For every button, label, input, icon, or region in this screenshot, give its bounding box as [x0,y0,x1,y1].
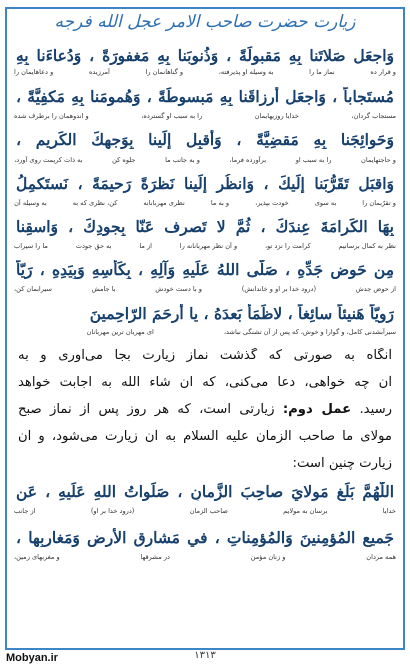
translation-word: و گناهانمان را [145,68,184,76]
translation-word: مستجاب گردان، [351,112,396,120]
arabic-line-2: مُستَجاباً ، وَاجعَل أرزاقَنا بِهِ مَبسوطَةً ، وَهُمومَنا بِهِ مَكفِيَّةً ، [16,87,394,106]
translation-line-2 [14,112,396,123]
translation-word: ای مهربان ترین مهربانان [86,328,154,336]
translation-word: خدایا [382,507,396,515]
translation-word: نظری مهربانانه [143,199,185,207]
translation-line-4 [14,199,396,210]
arabic-line-8: اللّٰهُمَّ بَلِّغ مَولايَ صاحِبَ الزَّمانِ ، صَلَواتُ اللهِ عَلَيهِ ، عَن [16,482,394,501]
translation-line-3 [14,156,396,167]
arabic-line-1: وَاجعَل صَلاتَنا بِهِ مَقبولَةً ، وَذُنوبَنا بِهِ مَغفورَةً ، وَدُعاءَنا بِهِ [16,46,394,65]
arabic-line-6: مِن حَوضِ جَدِّهِ ، صَلَّى اللهُ عَلَيهِ وَآلِهِ ، بِكَأسِهِ وَبِيَدِهِ ، رَيّاً [16,260,394,279]
translation-line-7 [14,328,396,339]
translation-line-9 [14,553,396,564]
translation-word: را به سبب او [295,156,332,164]
translation-word: برسان به مولایم [283,507,328,515]
translation-word: با جامش [91,285,116,293]
translation-word: از ما [139,242,152,250]
translation-word: برآورده فرما، [229,156,267,164]
translation-word: و با دست خودش [155,285,202,293]
paragraph-line-4: مولای ما صاحب الزمان عليه السلام به آن زیارت می‌شود، و آن [18,429,392,444]
translation-word: جلوه کن [112,156,136,164]
page-header: زیارت حضرت صاحب الامر عجل الله فرجه [54,12,356,32]
paragraph-bold-label: عمل دوم: [282,402,352,417]
paragraph-line-2: آن چه خواهی، دعا می‌کنی، که ان شاء الله به اجابت خواهد [18,375,392,390]
translation-word: را به سبب او گسترده، [141,112,203,120]
translation-word: و به ما [210,199,230,207]
translation-word: (درود خدا بر او) [90,507,135,515]
translation-word: به وسیله او پذیرفته، [218,68,274,76]
translation-word: و مغربهای زمین، [14,553,60,561]
translation-word: و اندوهمان را برطرف شده [14,112,89,120]
translation-word: به سوی [314,199,337,207]
translation-word: خودت بپذیر، [255,199,289,207]
translation-word: و آن نظر مهربانانه را [179,242,238,250]
translation-word: از جانب [14,507,36,515]
translation-word: و دعاهایمان را [14,68,54,76]
translation-word: کن، نظری که به [72,199,118,207]
translation-word: نماز ما را [309,68,335,76]
translation-word: به وسیله آن [14,199,47,207]
translation-line-1 [14,68,396,79]
translation-word: در مشرقها [140,553,170,561]
translation-line-5 [14,242,396,253]
translation-line-8 [14,507,396,518]
translation-word: از حوض جدش [355,285,396,293]
translation-word: و قرار ده [370,68,396,76]
translation-word: آمرزیده [88,68,110,76]
translation-word: سیرابمان کن، [14,285,52,293]
translation-word: و زنان مؤمن [250,553,286,561]
paragraph-line-5: زیارت چنین است: [292,456,392,471]
translation-word: و تقرّبمان را [362,199,396,207]
translation-word: به ذات کریمت روی آورد، [14,156,83,164]
arabic-line-5: بِهَا الكَرامَةَ عِندَكَ ، ثُمَّ لا تَصرِف عَنّا بِجودِكَ ، وَاسقِنا [16,217,394,236]
translation-word: به حق جودت [75,242,112,250]
translation-word: و به جانب ما [165,156,200,164]
translation-word: کرامت را نزد تو، [264,242,311,250]
translation-word: صاحب الزمان [189,507,228,515]
translation-word: و حاجتهایمان [361,156,396,164]
translation-word: خدایا روزیهایمان [254,112,299,120]
paragraph-line-1: آنگاه به صورتی که گذشت نماز زیارت بجا می‌آوری و به [18,348,392,363]
translation-word: نظر به کمال برسانیم [338,242,396,250]
translation-line-6 [14,285,396,296]
arabic-line-7: رَوِيّاً هَنيئاً سائِغاً ، لاظَمَأَ بَعدَهُ ، يا أرحَمَ الرّاحِمينَ [89,304,394,323]
page-number: ١٣١٣ [194,650,216,661]
translation-word: همه مردان [366,553,396,561]
translation-word: سیرآبشدنی کامل، و گوارا و خوش، که پس از آن تشنگی نباشد، [223,328,396,336]
watermark: Mobyan.ir [6,652,58,664]
translation-word: ما را سیراب [14,242,48,250]
translation-word: (درود خدا بر او و خاندانش) [241,285,317,293]
arabic-line-9: جَميعِ المُؤمِنينَ وَالمُؤمِناتِ ، في مَشارِقِ الأرضِ وَمَغارِبِها ، [16,528,394,547]
paragraph-line-3: رسید. عمل دوم: زیارتی است، که هر روز پس از نماز صبح [18,402,392,417]
arabic-line-3: وَحَوائِجَنا بِهِ مَقضِيَّةً ، وَأقبِل إلَينا بِوَجهِكَ الكَريمِ ، [16,130,394,149]
arabic-line-4: وَاقبَل تَقَرُّبَنا إلَيكَ ، وَانظُر إلَينا نَظرَةً رَحيمَةً ، نَستَكمِلُ [16,174,394,193]
